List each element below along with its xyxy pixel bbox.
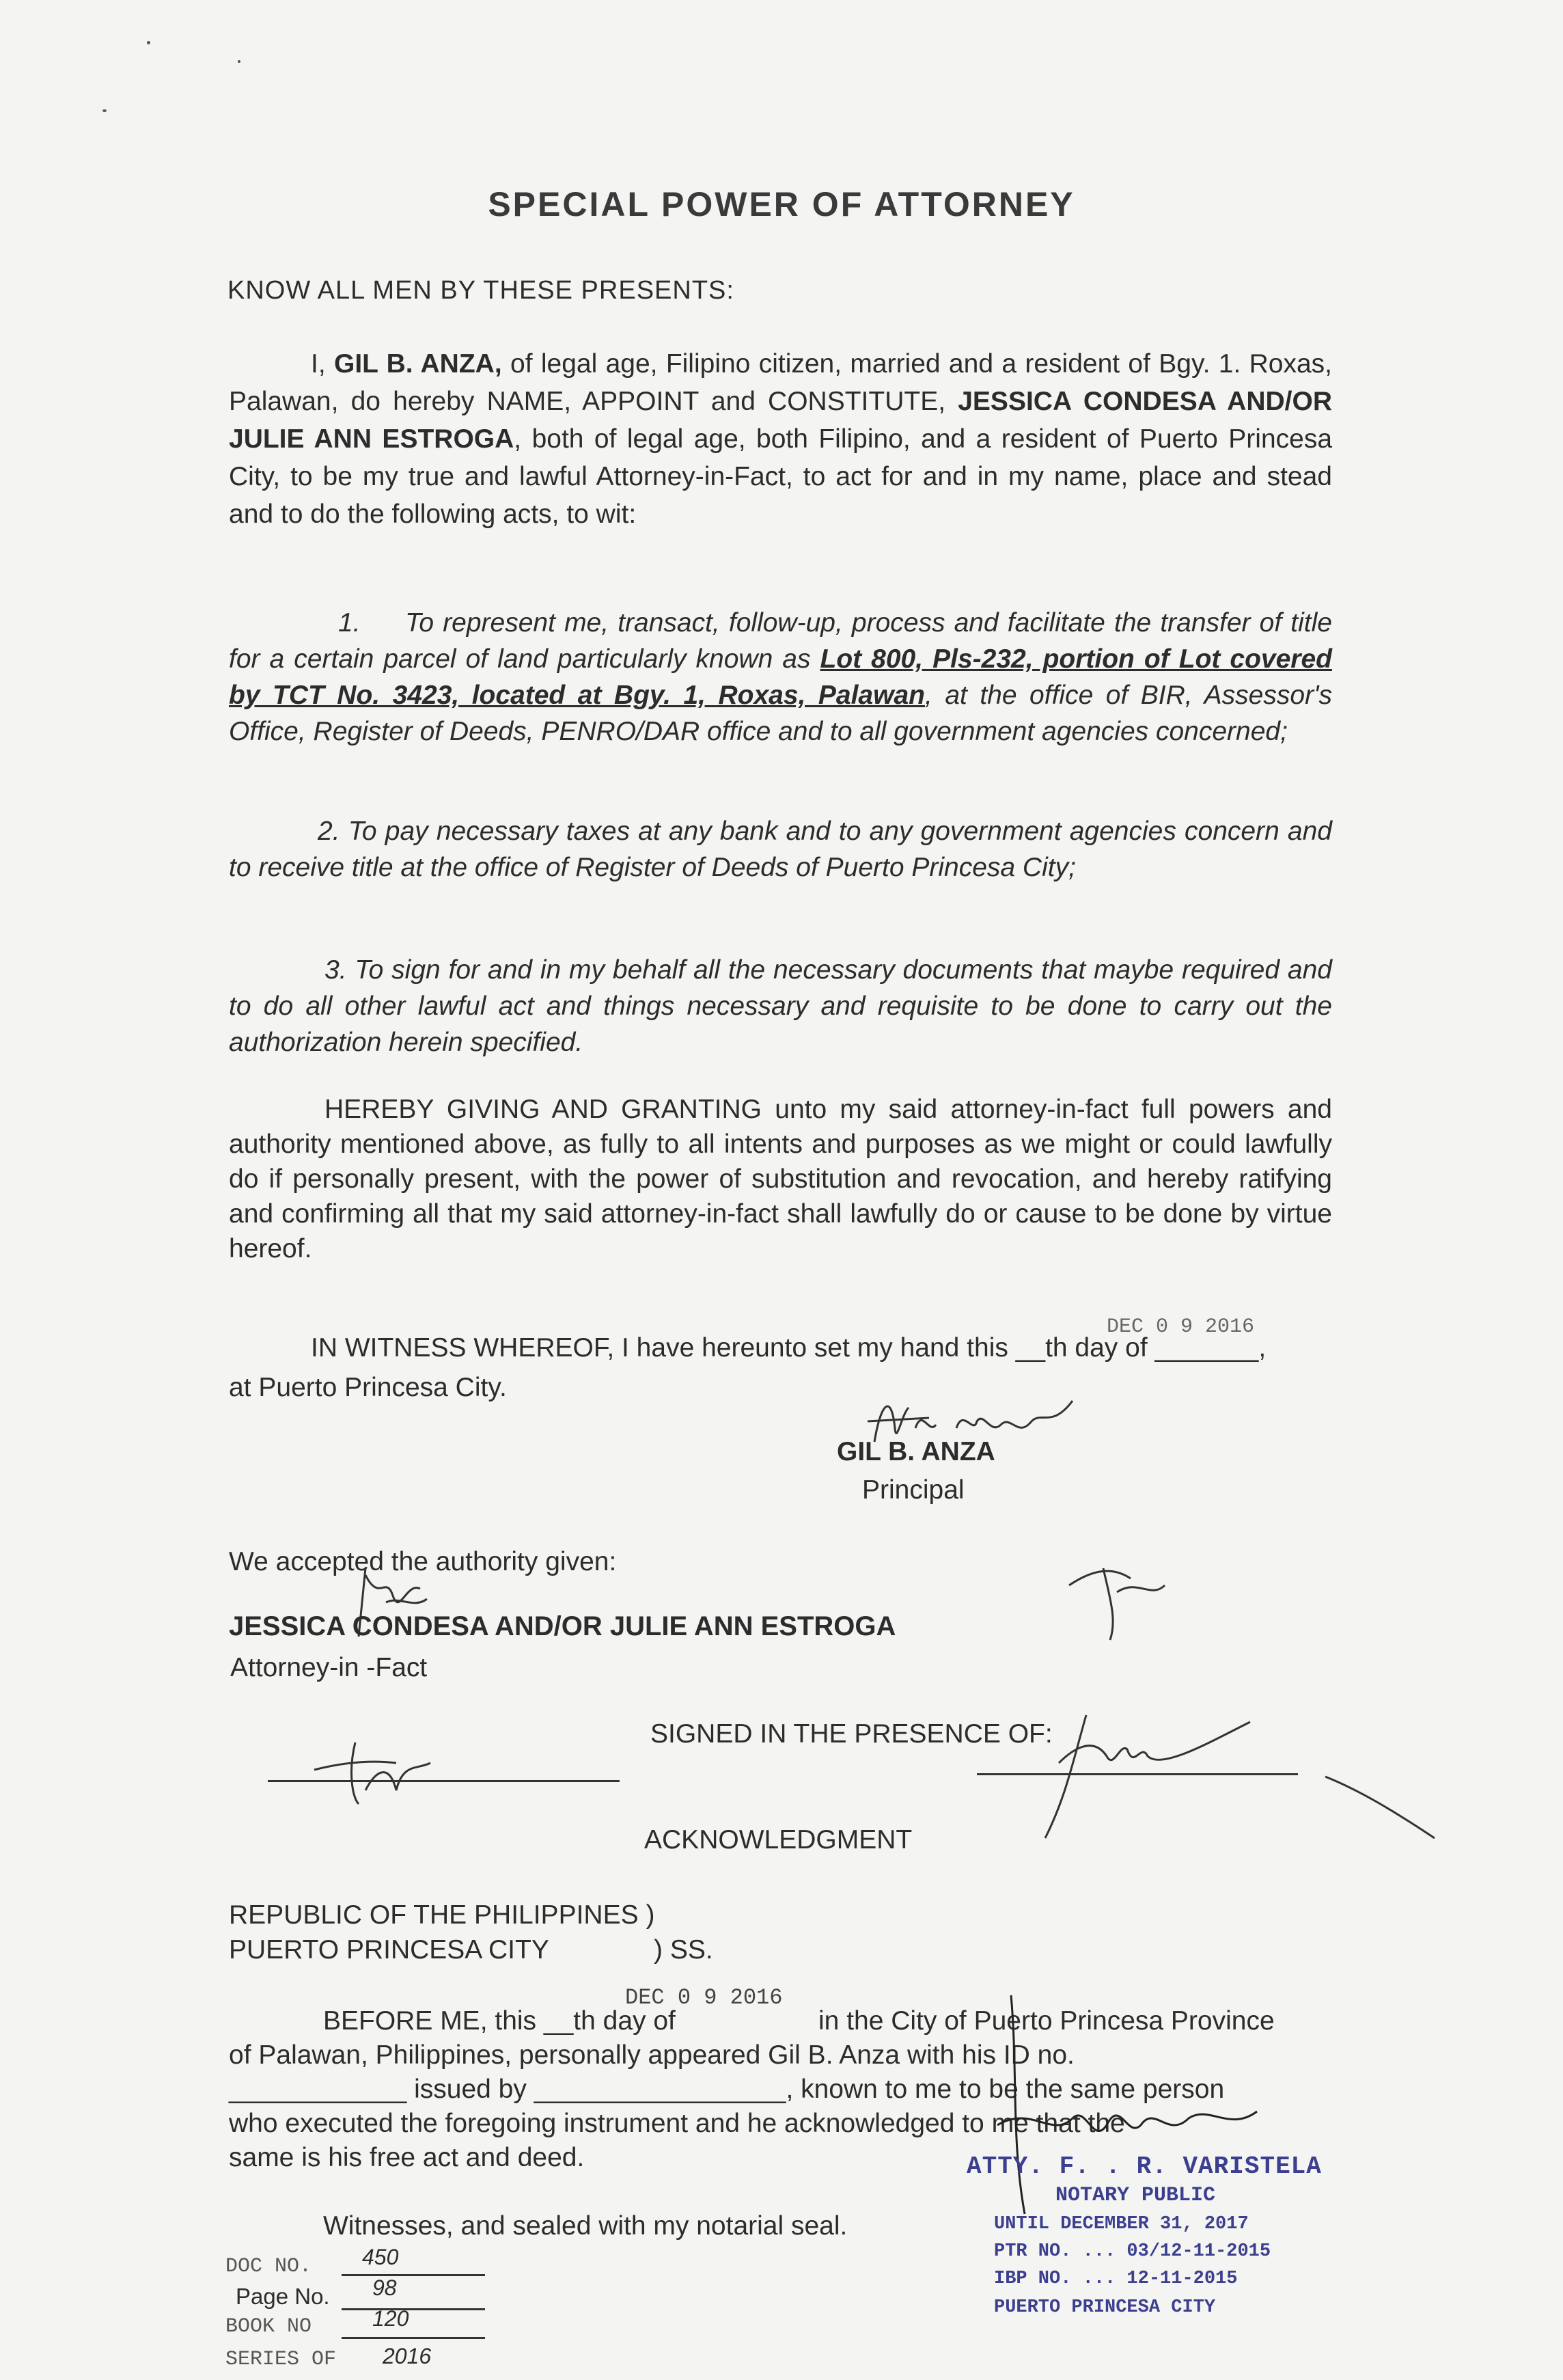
page-no-value: 98 [372,2275,397,2300]
book-no-label: BOOK NO [225,2315,312,2338]
item-1: 1. To represent me, transact, follow-up, process and facilitate the transfer of title for a certain parcel of land particularly known as Lot 800, Pls-232, portion of Lot covered by TCT No. 3423, located at Bgy. 1, Roxas, Palawan, at the office of BIR, Assessor's Office, Register of Deeds, PENRO/DAR office and to all government agencies concerned; [229,608,1332,746]
series-value: 2016 [383,2344,432,2368]
paper-speck [102,109,107,112]
margin-mark [1318,1770,1441,1852]
doc-no-label: DOC NO. [225,2255,312,2278]
acceptance-text: We accepted the authority given: [229,1547,617,1576]
intro-paragraph: I, GIL B. ANZA, of legal age, Filipino citizen, married and a resident of Bgy. 1. Roxas, Palawan, do hereby NAME, APPOINT and CONSTITUTE, JESSICA CONDESA AND/OR JULIE ANN ESTROGA, both of legal age, both Filipino, and a resident of Puerto Princesa City, to be my true and lawful Attorney-in-Fact, to act for and in my name, place and stead and to do the following acts, to wit: [229,349,1333,529]
doc-no-value: 450 [362,2245,399,2269]
venue-republic: REPUBLIC OF THE PHILIPPINES ) [229,1900,655,1930]
acknowledgment-heading: ACKNOWLEDGMENT [644,1825,913,1855]
presence-label: SIGNED IN THE PRESENCE OF: [650,1719,1053,1749]
principal-role-label: Principal [862,1475,965,1505]
notary-stamp-line-1: UNTIL DECEMBER 31, 2017 [994,2214,1249,2234]
principal-name: GIL B. ANZA, [334,349,502,379]
notary-stamp-title: NOTARY PUBLIC [1055,2184,1216,2207]
granting-paragraph: HEREBY GIVING AND GRANTING unto my said attorney-in-fact full powers and authority mentioned above, as fully to all intents and purposes as we might or could lawfully do if personally present, with the power of substitution and revocation, and hereby ratifying and confirming all that my said attorney-in-fact shall lawfully do or cause to be done by virtue hereof. [229,1095,1332,1263]
venue-city: PUERTO PRINCESA CITY [229,1935,549,1965]
attorneys-names: JESSICA CONDESA AND/OR JULIE ANN ESTROGA [229,387,1332,454]
witness-line-2: at Puerto Princesa City. [229,1373,507,1402]
attorney-signature-2 [1049,1558,1178,1647]
ack-line-5: same is his free act and deed. [229,2143,585,2172]
witness-signature-1 [301,1722,451,1818]
notary-stamp-line-2: PTR NO. ... 03/12-11-2015 [994,2241,1271,2262]
greeting: KNOW ALL MEN BY THESE PRESENTS: [227,276,734,305]
document-title: SPECIAL POWER OF ATTORNEY [488,185,1075,223]
notary-signature [970,1968,1353,2255]
seal-line: Witnesses, and sealed with my notarial seal. [323,2211,848,2241]
attorneys-names-label: JESSICA CONDESA AND/OR JULIE ANN ESTROGA [229,1611,896,1641]
principal-name-label: GIL B. ANZA [837,1437,995,1466]
ack-date-stamp: DEC 0 9 2016 [625,1985,783,2010]
notary-stamp-line-4: PUERTO PRINCESA CITY [994,2297,1216,2318]
page-no-line [342,2308,485,2310]
ack-line-1b: in the City of Puerto Princesa Province [818,2006,1275,2036]
paper-speck [147,41,150,44]
ack-line-3: ____________ issued by _________________, known to me to be the same person [229,2075,1225,2104]
witness-date-stamp: DEC 0 9 2016 [1107,1315,1255,1339]
notary-stamp-name: ATTY. F. . R. VARISTELA [967,2152,1322,2180]
book-no-value: 120 [372,2306,409,2331]
paper-speck [238,60,240,63]
item-2: 2. To pay necessary taxes at any bank and to any government agencies concern and to receive title at the office of Register of Deeds of Puerto Princesa City; [229,817,1332,882]
notary-stamp-line-3: IBP NO. ... 12-11-2015 [994,2269,1238,2289]
series-label: SERIES OF [225,2348,337,2371]
ack-line-2: of Palawan, Philippines, personally appeared Gil B. Anza with his ID no. [229,2040,1075,2070]
witness-line-1: IN WITNESS WHEREOF, I have hereunto set my hand this __th day of _______, [311,1333,1267,1363]
witness-signature-2 [1004,1695,1346,1845]
attorneys-role-label: Attorney-in -Fact [230,1653,428,1682]
venue-ss: ) SS. [654,1935,713,1965]
book-no-line [342,2337,485,2339]
lot-description: Lot 800, Pls-232, portion of Lot covered by TCT No. 3423, located at Bgy. 1, Roxas, Palawan [229,644,1332,710]
item-3: 3. To sign for and in my behalf all the necessary documents that maybe required and to do all other lawful act and things necessary and requisite to be done to carry out the authorization herein specified. [229,955,1332,1057]
ack-line-4: who executed the foregoing instrument and he acknowledged to me that the [229,2109,1125,2138]
page-no-label: Page No. [236,2284,330,2309]
ack-line-1: BEFORE ME, this __th day of [323,2006,676,2036]
doc-no-line [342,2274,485,2276]
